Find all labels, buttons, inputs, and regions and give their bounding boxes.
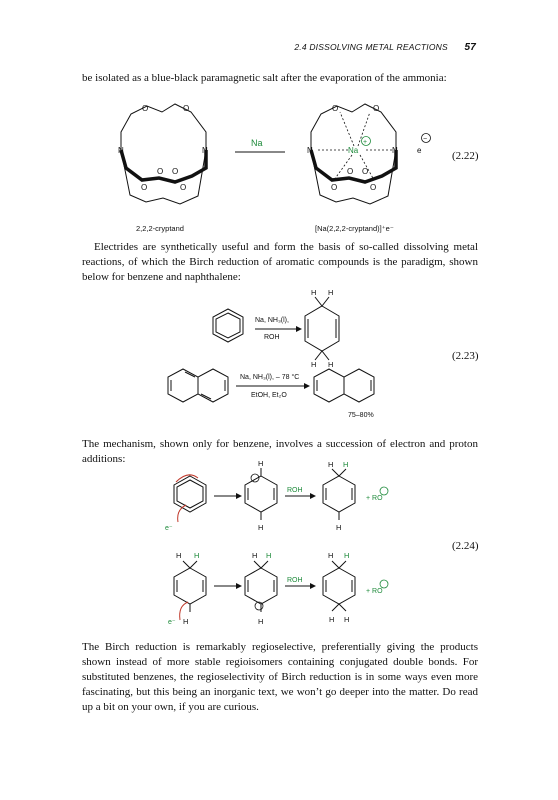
h-atom: H (258, 617, 264, 626)
h-atom: H (176, 551, 182, 560)
h-atom: H (328, 551, 334, 560)
h-atom: H (311, 360, 317, 369)
h-atom-green: H (194, 551, 200, 560)
section-title: 2.4 DISSOLVING METAL REACTIONS (294, 42, 448, 52)
atom-o: O (157, 167, 164, 176)
eq-number-2-24: (2.24) (452, 540, 479, 552)
h-atom-green: H (344, 551, 350, 560)
h-atom: H (328, 360, 334, 369)
atom-o: O (373, 104, 380, 113)
roh-label: ROH (287, 487, 303, 494)
electron-label: e (417, 146, 422, 155)
h-atom: H (258, 459, 264, 468)
h-atom-green: H (343, 460, 349, 469)
electron-label: e⁻ (165, 525, 173, 532)
ro-minus-label: + RO (366, 495, 383, 502)
h-atom: H (252, 551, 258, 560)
paragraph-mechanism: The mechanism, shown only for benzene, involves a succession of electron and proton additions: (82, 438, 478, 465)
atom-o: O (332, 104, 339, 113)
electron-label: e⁻ (168, 619, 176, 626)
h-atom: H (183, 617, 189, 626)
atom-o: O (331, 183, 338, 192)
plus-sign: + (363, 139, 368, 146)
conditions-1-bottom: ROH (264, 334, 280, 341)
paragraph-regioselectivity: The Birch reduction is remarkably regioselective, preferentially giving the products shown instead of more stable regioisomers containing conjugated double bonds. For substituted benzenes, the regioselectivity of Birch reduction is in some ways even more fascinating, but this being an inorganic text, we won’t go deeper into the matter. Do read up a bit on your own, if you are curious. (82, 641, 478, 713)
conditions-1-top: Na, NH₃(l), (255, 317, 289, 324)
h-atom: H (336, 523, 342, 532)
h-atom: H (329, 615, 335, 624)
atom-na: Na (348, 146, 359, 155)
h-atom: H (344, 615, 350, 624)
atom-n: N (118, 146, 124, 155)
roh-label: ROH (287, 577, 303, 584)
atom-n: N (307, 146, 313, 155)
h-atom: H (328, 460, 334, 469)
atom-o: O (142, 104, 149, 113)
h-atom: H (328, 288, 334, 297)
atom-o: O (180, 183, 187, 192)
eq-number-2-22: (2.22) (452, 150, 479, 162)
h-atom: H (311, 288, 317, 297)
caption-cryptate: [Na(2,2,2-cryptand)]⁺e⁻ (315, 224, 394, 233)
ro-minus-label: + RO (366, 588, 383, 595)
h-atom: H (258, 523, 264, 532)
paragraph-intro: be isolated as a blue-black paramagnetic salt after the evaporation of the ammonia: (82, 72, 447, 84)
h-atom-green: H (266, 551, 272, 560)
atom-o: O (347, 167, 354, 176)
page-number: 57 (464, 42, 476, 53)
atom-o: O (362, 167, 369, 176)
conditions-2-top: Na, NH₃(l), – 78 °C (240, 374, 300, 381)
atom-n: N (392, 146, 398, 155)
paragraph-electrides: Electrides are synthetically useful and form the basis of so-called dissolving metal reactions, of which the Birch reduction of aromatic compounds is the paradigm, shown below for benzene and naphthalene: (82, 241, 478, 283)
caption-cryptand: 2,2,2-cryptand (136, 224, 184, 233)
reagent-na: Na (251, 138, 263, 148)
minus-sign: − (423, 136, 428, 143)
conditions-2-bottom: EtOH, Et₂O (251, 392, 287, 399)
atom-n: N (202, 146, 208, 155)
yield-label: 75–80% (348, 412, 374, 419)
atom-o: O (172, 167, 179, 176)
atom-o: O (183, 104, 190, 113)
eq-number-2-23: (2.23) (452, 350, 479, 362)
atom-o: O (370, 183, 377, 192)
atom-o: O (141, 183, 148, 192)
